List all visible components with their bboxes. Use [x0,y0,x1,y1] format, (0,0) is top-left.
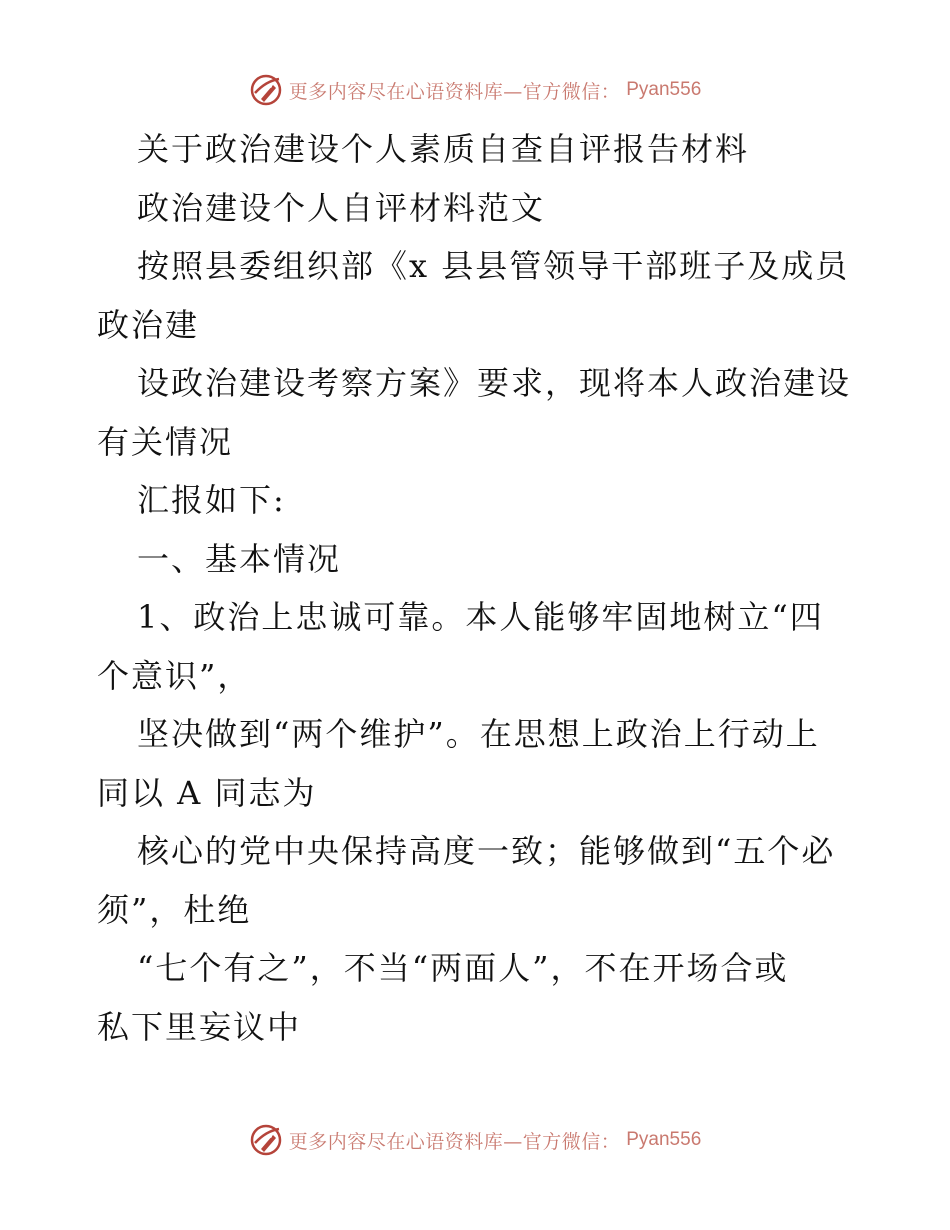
text-line: 汇报如下: [137,481,286,519]
text-line: 私下里妄议中 [97,1007,302,1046]
watermark-wechat-id: Pyan556 [626,1129,702,1150]
watermark-wechat-id: Pyan556 [626,79,702,100]
text-line: 关于政治建设个人素质自查自评报告材料 [137,130,750,168]
text-line: “七个有之”，不当“两面人”，不在开场合或 [137,949,789,987]
text-line: 政治建 [97,305,200,344]
pen-seal-logo-icon [249,1123,283,1157]
text-line: 同以 A 同志为 [97,773,317,812]
watermark-footer [0,1122,950,1158]
text-line: 一、基本情况 [137,539,342,578]
text-line: 有关情况 [97,422,234,461]
watermark-text: 更多内容尽在心语资料库—官方微信： [288,1130,621,1153]
watermark-text: 更多内容尽在心语资料库—官方微信： [288,80,621,103]
text-line: 1、政治上忠诚可靠。本人能够牢固地树立“四 [137,598,824,636]
text-line: 设政治建设考察方案》要求，现将本人政治建设 [137,364,852,402]
text-line: 个意识”， [97,656,252,695]
text-line: 政治建设个人自评材料范文 [137,188,546,227]
text-line: 须”，杜绝 [97,890,252,929]
document-body [97,120,867,1056]
text-line: 核心的党中央保持高度一致；能够做到“五个必 [137,832,836,870]
text-line: 坚决做到“两个维护”。在思想上政治上行动上 [137,715,820,753]
watermark-header [0,72,950,108]
text-line: 按照县委组织部《x 县县管领导干部班子及成员 [137,247,850,285]
pen-seal-logo-icon [249,73,283,107]
